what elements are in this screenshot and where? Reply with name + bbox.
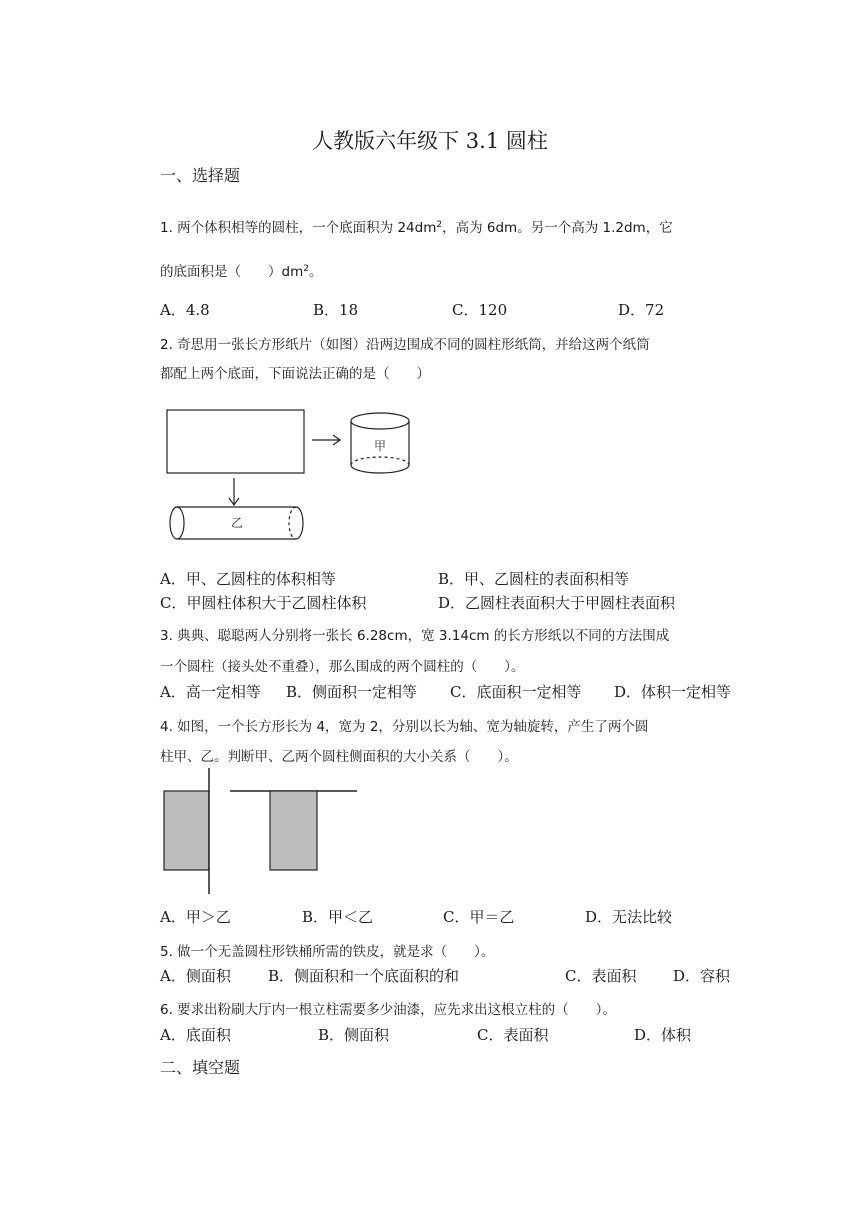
- q1-option-b[interactable]: B．18: [313, 301, 359, 319]
- q1-option-d[interactable]: D．72: [618, 301, 665, 319]
- q4-option-a[interactable]: A．甲＞乙: [160, 908, 231, 926]
- q3-option-a[interactable]: A．高一定相等: [160, 683, 261, 701]
- q2-option-c[interactable]: C．甲圆柱体积大于乙圆柱体积: [160, 594, 367, 612]
- paper-rectangle: [167, 410, 304, 473]
- q4-option-d[interactable]: D．无法比较: [585, 908, 673, 926]
- question-4-line-2: 柱甲、乙。判断甲、乙两个圆柱侧面积的大小关系（ ）。: [160, 749, 518, 765]
- q3-option-c[interactable]: C．底面积一定相等: [450, 683, 582, 701]
- question-2-line-2: 都配上两个底面，下面说法正确的是（ ）: [160, 366, 430, 382]
- question-1-line-2: [160, 260, 322, 280]
- question-1-text-c: 的底面积是（ ）dm: [160, 264, 304, 280]
- q2-figure: [160, 400, 430, 550]
- question-3-line-2: 一个圆柱（接头处不重叠），那么围成的两个圆柱的（ ）。: [160, 659, 525, 675]
- question-1-line-1: [160, 216, 673, 236]
- label-yi: 乙: [231, 516, 244, 530]
- question-4-line-1: 4. 如图，一个长方形长为 4，宽为 2，分别以长为轴、宽为轴旋转，产生了两个圆: [160, 719, 649, 735]
- section-heading-fill-in: 二、填空题: [160, 1058, 241, 1077]
- q2-option-a[interactable]: A．甲、乙圆柱的体积相等: [160, 570, 336, 588]
- question-3-line-1: 3. 典典、聪聪两人分别将一张长 6.28cm，宽 3.14cm 的长方形纸以不同的方法围成: [160, 628, 670, 644]
- q1-option-a[interactable]: A．4.8: [160, 301, 210, 319]
- q6-option-b[interactable]: B．侧面积: [318, 1026, 390, 1044]
- section-heading-choice: 一、选择题: [160, 166, 241, 185]
- q2-option-b[interactable]: B．甲、乙圆柱的表面积相等: [438, 570, 630, 588]
- q4-option-b[interactable]: B．甲＜乙: [302, 908, 374, 926]
- q5-option-d[interactable]: D．容积: [673, 967, 731, 985]
- q3-option-b[interactable]: B．侧面积一定相等: [286, 683, 418, 701]
- q4-option-c[interactable]: C．甲＝乙: [443, 908, 515, 926]
- q2-option-d[interactable]: D．乙圆柱表面积大于甲圆柱表面积: [438, 594, 676, 612]
- q6-option-a[interactable]: A．底面积: [160, 1026, 231, 1044]
- q1-option-c[interactable]: C．120: [452, 301, 508, 319]
- question-5-line-1: 5. 做一个无盖圆柱形铁桶所需的铁皮，就是求（ ）。: [160, 944, 495, 960]
- question-1-text-d: 。: [308, 264, 323, 280]
- label-jia: 甲: [374, 439, 387, 453]
- q5-option-b[interactable]: B．侧面积和一个底面积的和: [268, 967, 460, 985]
- question-2-line-1: 2. 奇思用一张长方形纸片（如图）沿两边围成不同的圆柱形纸筒，并给这两个纸筒: [160, 337, 650, 353]
- rectangle-long-axis: [164, 791, 209, 870]
- question-1-text-b: ，高为 6dm。另一个高为 1.2dm，它: [442, 220, 673, 236]
- superscript: 2: [436, 220, 443, 230]
- question-6-line-1: 6. 要求出粉刷大厅内一根立柱需要多少油漆，应先求出这根立柱的（ ）。: [160, 1002, 616, 1018]
- q5-option-a[interactable]: A．侧面积: [160, 967, 231, 985]
- q6-option-c[interactable]: C．表面积: [477, 1026, 549, 1044]
- q3-option-d[interactable]: D．体积一定相等: [614, 683, 732, 701]
- question-1-text-a: 1. 两个体积相等的圆柱，一个底面积为 24dm: [160, 220, 437, 236]
- q5-option-c[interactable]: C．表面积: [565, 967, 637, 985]
- page-title: 人教版六年级下 3.1 圆柱: [312, 129, 548, 153]
- superscript: 2: [303, 264, 309, 274]
- rectangle-short-axis: [270, 791, 317, 870]
- q4-figure: [160, 765, 360, 900]
- q6-option-d[interactable]: D．体积: [634, 1026, 692, 1044]
